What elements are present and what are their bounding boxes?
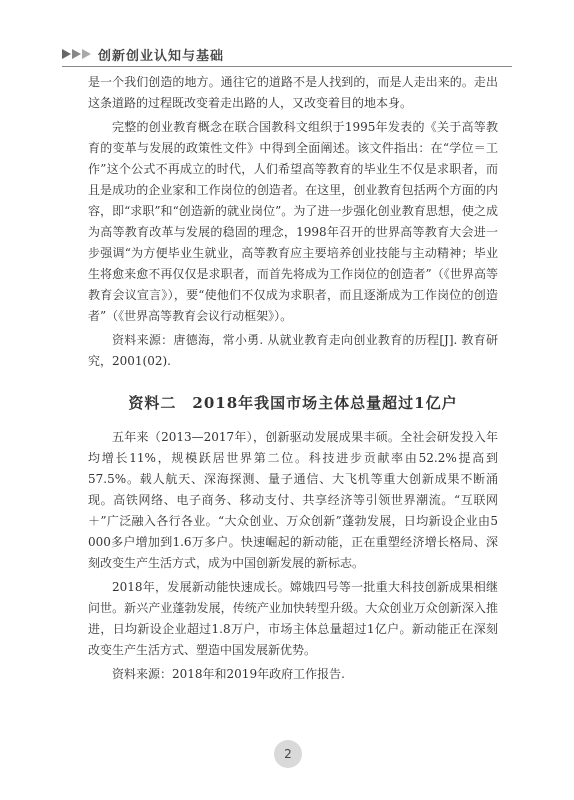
continued-paragraph: 是一个我们创造的地方。通往它的道路不是人找到的，而是人走出来的。走出这条道路的过程既改变着走出路的人，又改变着目的地本身。: [88, 75, 498, 110]
section-heading: 资料二 2018年我国市场主体总量超过1亿户: [128, 394, 458, 412]
running-header: [62, 44, 224, 64]
page-body: [88, 72, 498, 685]
paragraph-2018: 2018年，发展新动能快速成长。嫦娥四号等一批重大科技创新成果相继问世。新兴产业蓬勃发展，传统产业加快转型升级。大众创业万众创新深入推进，日均新设企业超过1.8万户，市场主体总量超过1亿户。新动能正在深刻改变生产生活方式、塑造中国发展新优势。: [88, 580, 498, 657]
source-note-1: 资料来源：唐德海，常小勇. 从就业教育走向创业教育的历程[J]. 教育研究，2001(02).: [88, 333, 498, 368]
header-rule: [62, 66, 512, 67]
header-title: 创新创业认知与基础: [98, 48, 225, 64]
page-number: 2: [284, 747, 292, 761]
paragraph-entrepreneurship-education: 完整的创业教育概念在联合国教科文组织于1995年发表的《关于高等教育的变革与发展的政策性文件》中得到全面阐述。该文件指出：在“学位＝工作”这个公式不再成立的时代，人们希望高等教育的毕业生不仅是求职者，而且是成功的企业家和工作岗位的创造者。在这里，创业教育包括两个方面的内容，即“求职”和“创造新的就业岗位”。为了进一步强化创业教育思想，使之成为高等教育改革与发展的稳固的理念，1998年召开的世界高等教育大会进一步强调“为方便毕业生就业，高等教育应主要培养创业技能与主动精神；毕业生将愈来愈不再仅仅是求职者，而首先将成为工作岗位的创造者”（《世界高等教育会议宣言》），要“使他们不仅成为求职者，而且逐渐成为工作岗位的创造者”（《世界高等教育会议行动框架》）。: [88, 120, 498, 323]
source-note-2: 资料来源：2018年和2019年政府工作报告.: [112, 667, 345, 681]
triple-arrow-icon: [62, 49, 92, 59]
paragraph-five-years: 五年来（2013—2017年），创新驱动发展成果丰硕。全社会研发投入年均增长11%，规模跃居世界第二位。科技进步贡献率由52.2%提高到57.5%。载人航天、深海探测、量子通信、大飞机等重大创新成果不断涌现。高铁网络、电子商务、移动支付、共享经济等引领世界潮流。“互联网＋”广泛融入各行各业。“大众创业、万众创新”蓬勃发展，日均新设企业由5 000多户增加到1.6万多户。快速崛起的新动能，正在重塑经济增长格局、深刻改变生产生活方式，成为中国创新发展的新标志。: [88, 430, 498, 570]
page-number-badge: [274, 740, 302, 768]
